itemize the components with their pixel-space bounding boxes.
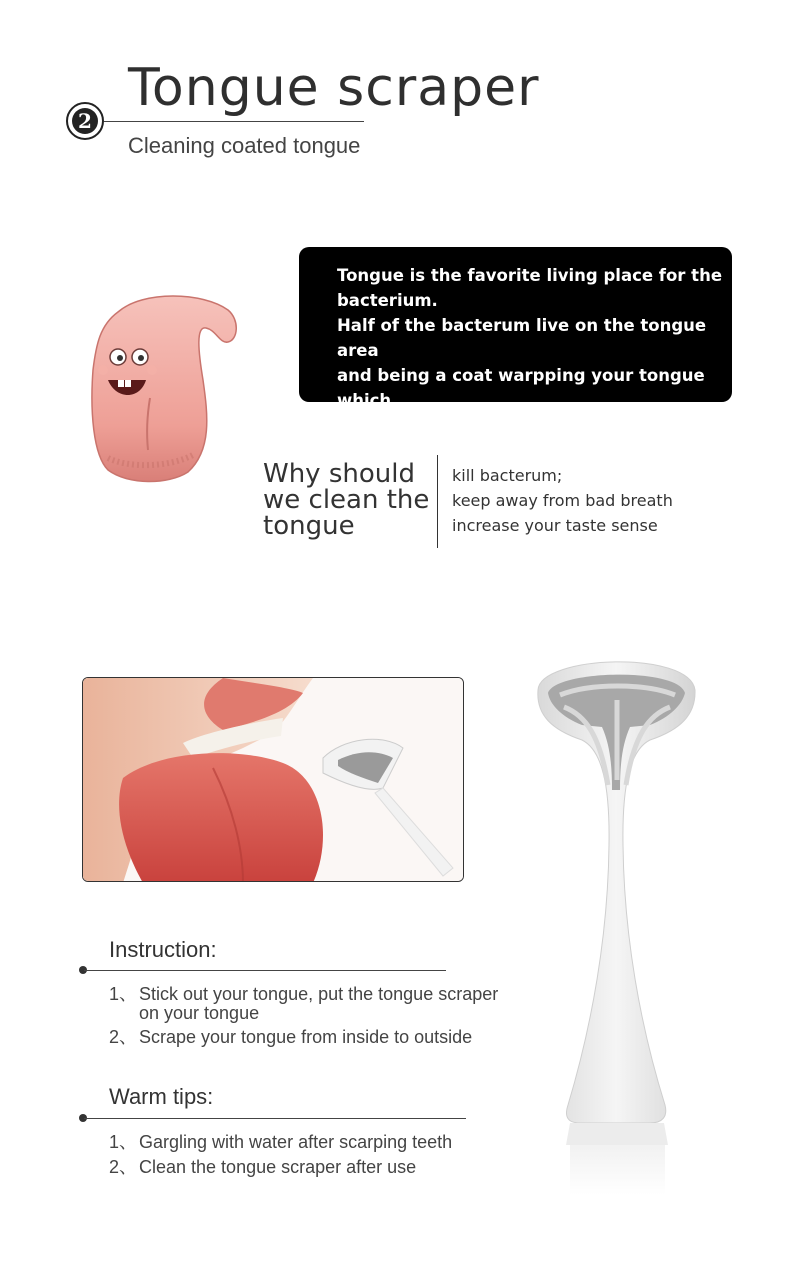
step-text-continued: on your tongue <box>139 1003 260 1023</box>
why-heading-line: Why should <box>263 459 415 489</box>
number-badge-icon <box>66 102 104 140</box>
instruction-title: Instruction: <box>109 937 217 962</box>
tips-title: Warm tips: <box>109 1084 214 1109</box>
step-number: 2、 <box>109 1027 138 1047</box>
reason-item: keep away from bad breath <box>452 491 673 510</box>
instruction-divider <box>84 970 446 971</box>
info-line: Half of the bacterum live on the tongue area <box>337 316 707 360</box>
why-heading-line: we clean the <box>263 485 430 515</box>
why-divider <box>437 455 438 548</box>
info-line: bacterium. <box>337 291 438 310</box>
info-line: Tongue is the favorite living place for the <box>337 266 723 285</box>
mouth-with-scraper-photo <box>82 677 464 882</box>
reason-item: kill bacterum; <box>452 466 563 485</box>
step-number: 1、 <box>109 984 138 1004</box>
info-line: cause oral problems <box>337 416 526 435</box>
instruction-step <box>109 985 498 1023</box>
tip-item <box>109 1133 452 1152</box>
title-divider <box>104 121 364 122</box>
why-heading-line: tongue <box>263 511 355 541</box>
tip-text: Clean the tongue scraper after use <box>139 1157 417 1177</box>
step-text: Stick out your tongue, put the tongue scraper <box>139 984 499 1004</box>
tongue-scraper-product-illustration <box>530 645 705 1200</box>
tip-number: 1、 <box>109 1132 138 1152</box>
info-box <box>299 247 732 435</box>
page-subtitle: Cleaning coated tongue <box>128 133 361 158</box>
why-heading <box>263 461 438 539</box>
tips-divider <box>84 1118 466 1119</box>
step-text: Scrape your tongue from inside to outside <box>139 1027 473 1047</box>
cartoon-tongue-illustration <box>88 290 240 485</box>
tip-text: Gargling with water after scarping teeth <box>139 1132 453 1152</box>
instruction-step <box>109 1028 472 1047</box>
why-reasons <box>452 463 673 538</box>
page-title: Tongue scraper <box>128 58 540 118</box>
info-line: and being a coat warpping your tongue which <box>337 366 705 410</box>
badge-number: 2 <box>72 108 98 134</box>
tip-number: 2、 <box>109 1157 138 1177</box>
reason-item: increase your taste sense <box>452 516 658 535</box>
tip-item <box>109 1158 416 1177</box>
